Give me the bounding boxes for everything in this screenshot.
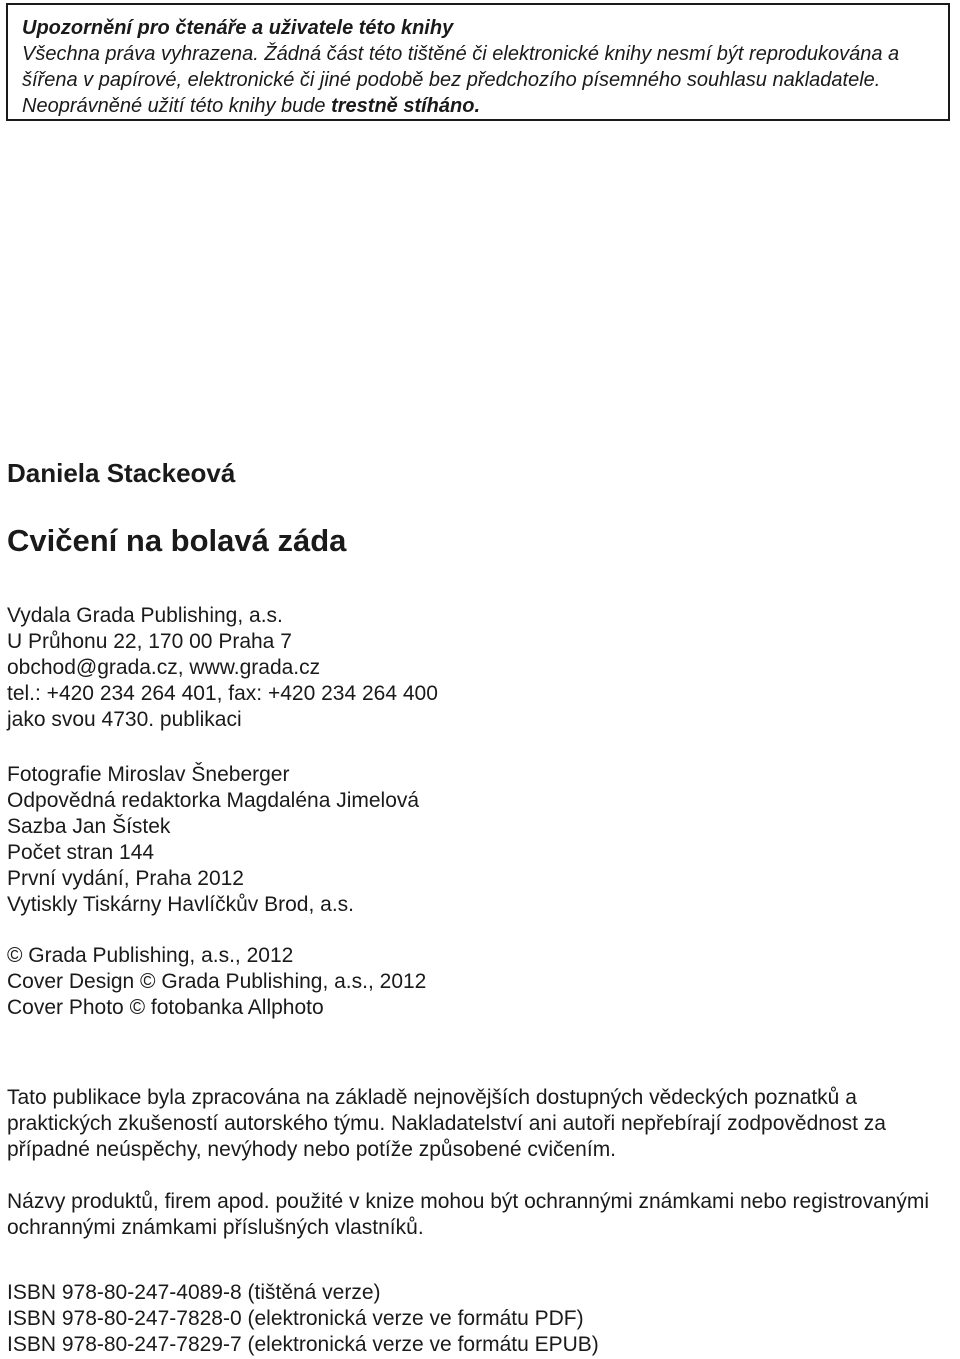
publication-number: jako svou 4730. publikaci <box>7 708 242 731</box>
credit-editor: Odpovědná redaktorka Magdaléna Jimelová <box>7 789 420 812</box>
credit-typesetting: Sazba Jan Šístek <box>7 815 171 838</box>
publisher-address: U Průhonu 22, 170 00 Praha 7 <box>7 630 292 653</box>
copyright-cover-design: Cover Design © Grada Publishing, a.s., 2012 <box>7 970 427 993</box>
isbn-epub: ISBN 978-80-247-7829-7 (elektronická verze ve formátu EPUB) <box>7 1333 599 1356</box>
copyright-notice-box <box>6 3 950 121</box>
trademark-notice <box>7 1189 953 1241</box>
isbn-pdf: ISBN 978-80-247-7828-0 (elektronická verze ve formátu PDF) <box>7 1307 584 1330</box>
credits <box>7 762 953 918</box>
notice-emphasis: trestně stíháno. <box>331 95 481 117</box>
isbn-print: ISBN 978-80-247-4089-8 (tištěná verze) <box>7 1281 381 1304</box>
disclaimer <box>7 1085 953 1163</box>
disclaimer-text: Tato publikace byla zpracována na základě nejnovějších dostupných vědeckých poznatků a praktických zkušeností autorského týmu. Nakladatelství ani autoři nepřebírají zodpovědnost za případné neúspěchy, nevýhody nebo potíže způsobené cvičením. <box>7 1086 886 1161</box>
author-name: Daniela Stackeová <box>7 458 236 488</box>
credit-page-count: Počet stran 144 <box>7 841 155 864</box>
publisher-phone: tel.: +420 234 264 401, fax: +420 234 264 400 <box>7 682 438 705</box>
credit-printer: Vytiskly Tiskárny Havlíčkův Brod, a.s. <box>7 893 354 916</box>
publisher-contact: obchod@grada.cz, www.grada.cz <box>7 656 321 679</box>
copyright-lines <box>7 943 953 1021</box>
isbn-list <box>7 1280 953 1358</box>
notice-title: Upozornění pro čtenáře a uživatele této knihy <box>22 17 454 39</box>
copyright-publisher: © Grada Publishing, a.s., 2012 <box>7 944 294 967</box>
publisher-line: Vydala Grada Publishing, a.s. <box>7 604 283 627</box>
notice-text: Všechna práva vyhrazena. Žádná část této tištěné či elektronické knihy nesmí být reprodukována a šířena v papírové, elektronické či jiné podobě bez předchozího písemného souhlasu nakladatele. Neoprávněné užití této knihy bude <box>22 43 900 117</box>
trademark-text: Názvy produktů, firem apod. použité v knize mohou být ochrannými známkami nebo registrovanými ochrannými známkami příslušných vlastníků. <box>7 1190 930 1239</box>
book-title: Cvičení na bolavá záda <box>7 523 347 558</box>
credit-edition: První vydání, Praha 2012 <box>7 867 244 890</box>
copyright-cover-photo: Cover Photo © fotobanka Allphoto <box>7 996 324 1019</box>
publisher-info <box>7 603 953 733</box>
credit-photography: Fotografie Miroslav Šneberger <box>7 763 290 786</box>
